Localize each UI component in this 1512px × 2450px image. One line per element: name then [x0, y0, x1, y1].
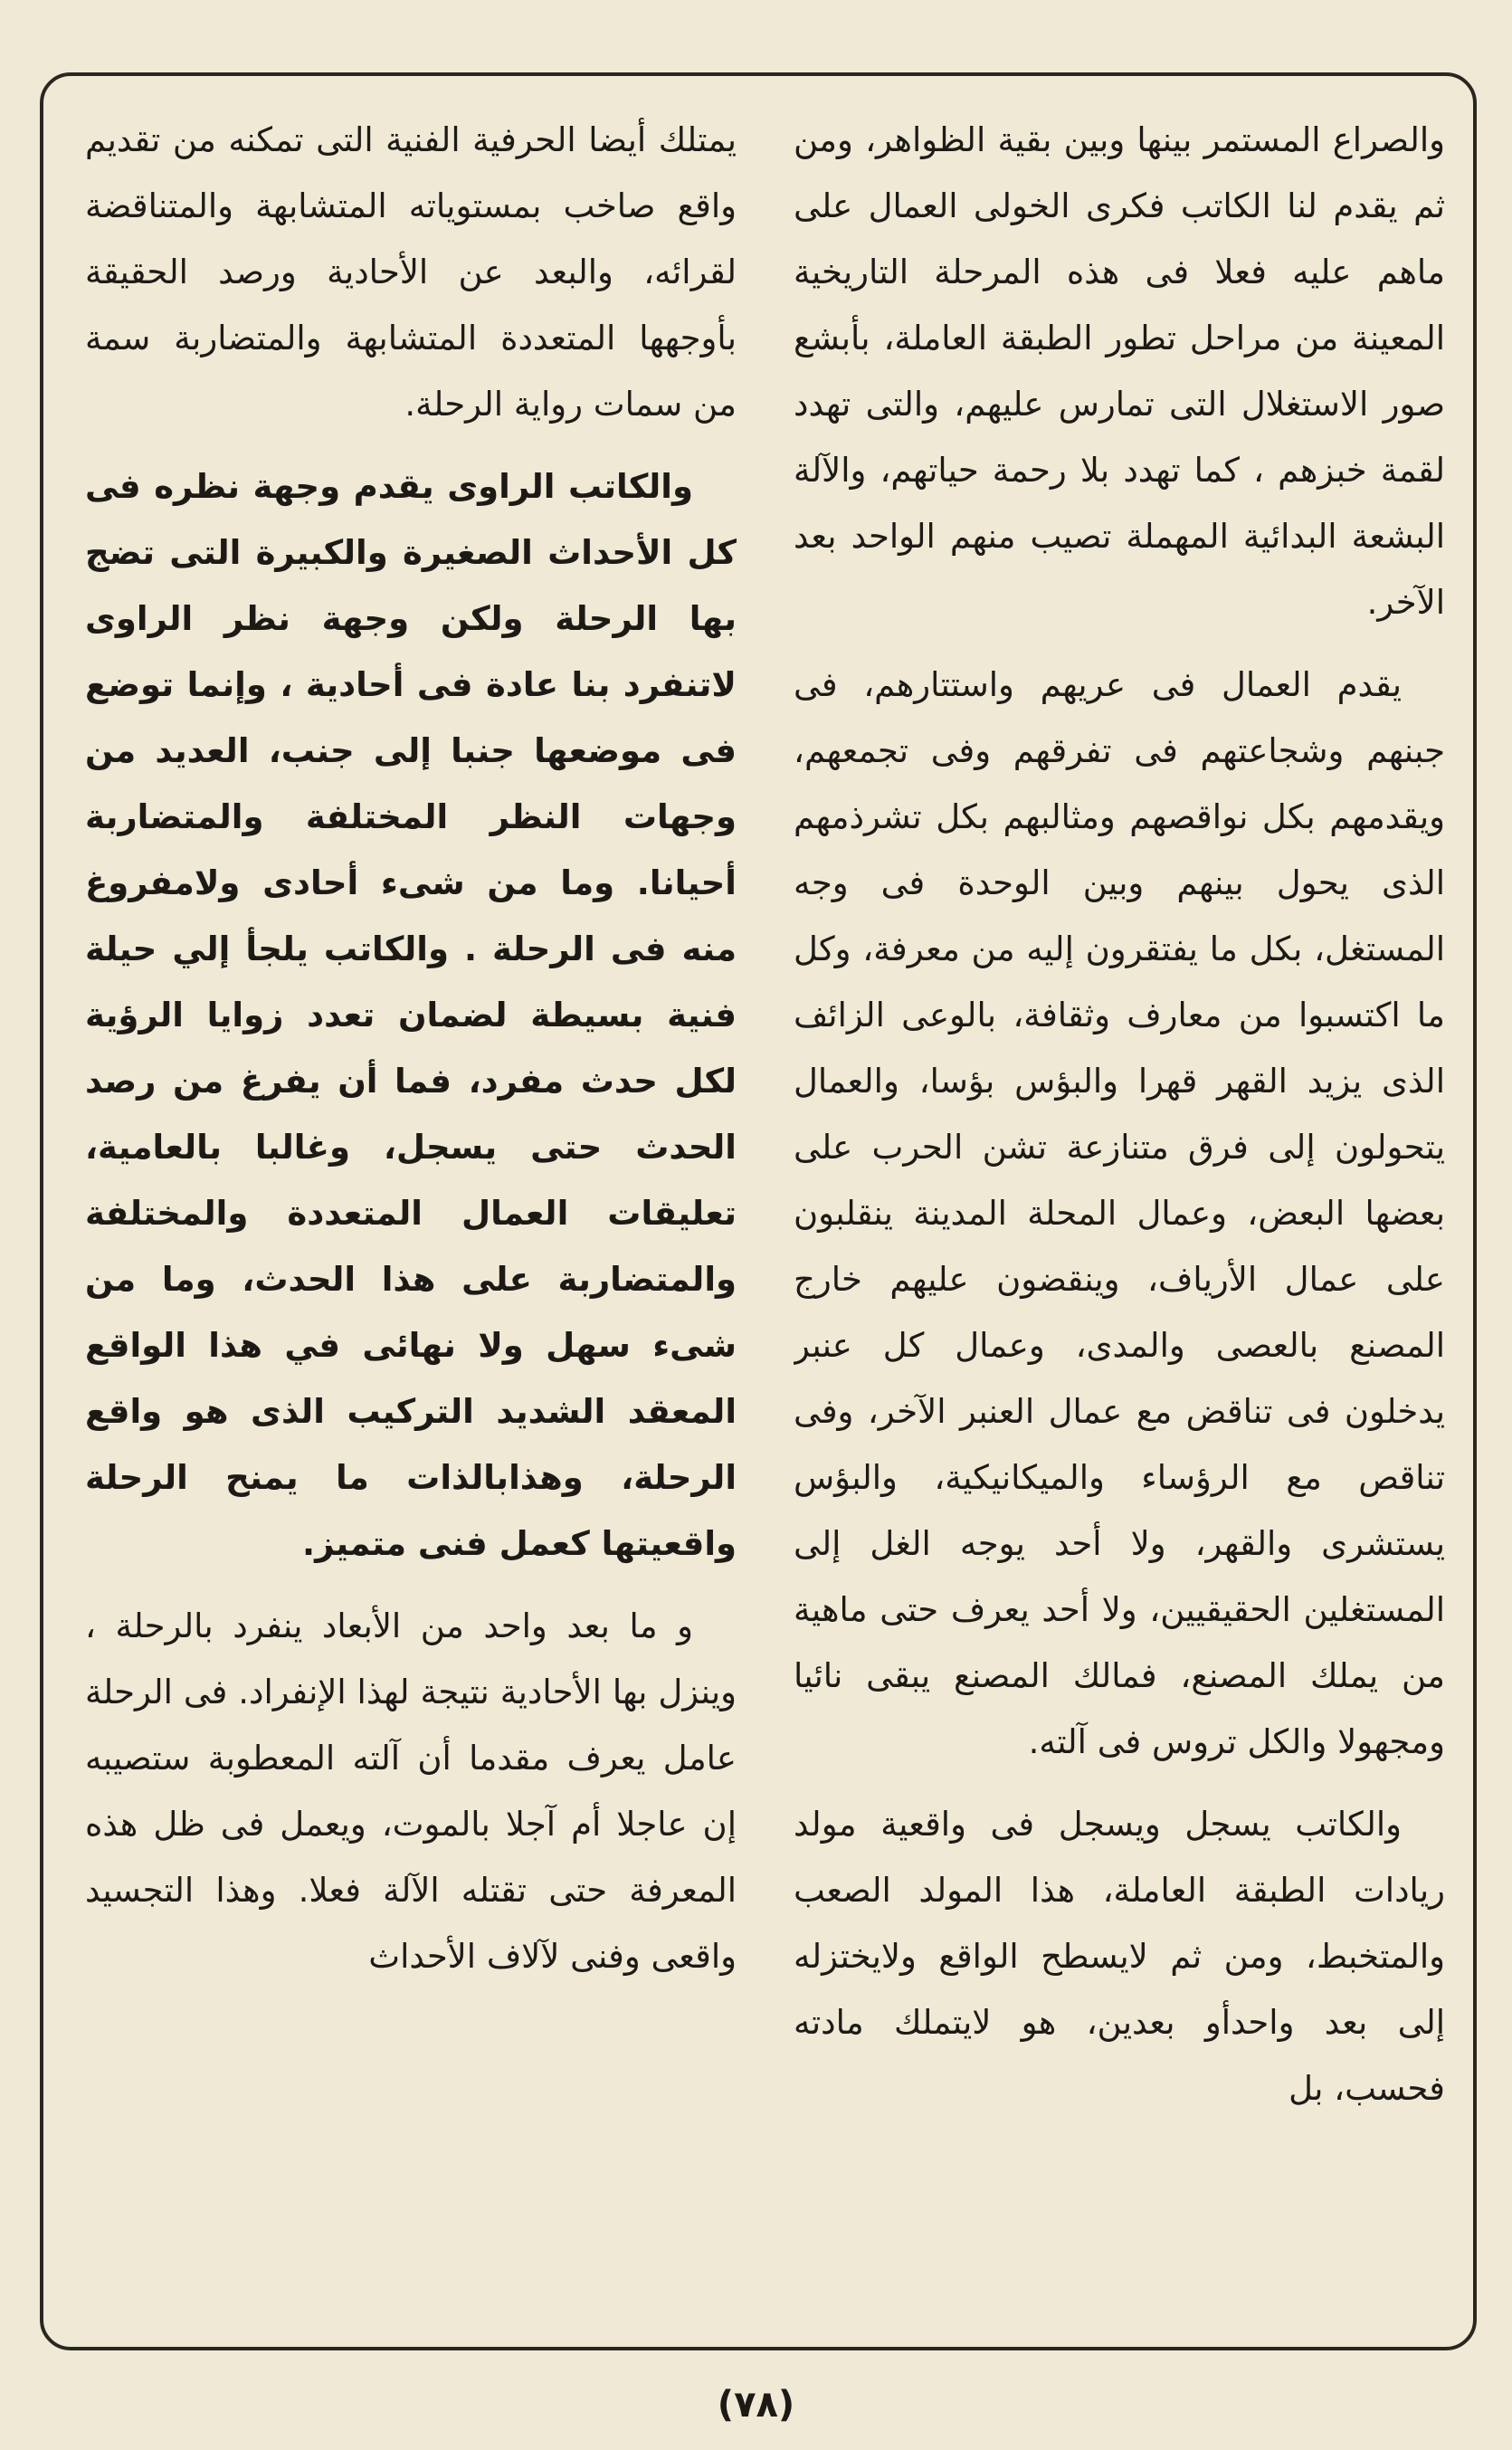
left-column [85, 107, 737, 2323]
paragraph: يمتلك أيضا الحرفية الفنية التى تمكنه من تقديم واقع صاخب بمستوياته المتشابهة والمتناقضة لقرائه، والبعد عن الأحادية ورصد الحقيقة بأوجهها المتعددة المتشابهة والمتضاربة سمة من سمات رواية الرحلة. [85, 120, 737, 424]
paragraph: يقدم العمال فى عريهم واستتارهم، فى جبنهم وشجاعتهم فى تفرقهم وفى تجمعهم، ويقدمهم بكل نواقصهم ومثالبهم بكل تشرذمهم الذى يحول بينهم وبين الوحدة فى وجه المستغل، بكل ما يفتقرون إليه من معرفة، وكل ما اكتسبوا من معارف وثقافة، بالوعى الزائف الذى يزيد القهر قهرا والبؤس بؤسا، والعمال يتحولون إلى فرق متنازعة تشن الحرب على بعضها البعض، وعمال المحلة المدينة ينقلبون على عمال الأرياف، وينقضون عليهم خارج المصنع بالعصى والمدى، وعمال كل عنبر يدخلون فى تناقض مع عمال العنبر الآخر، وفى تناقص مع الرؤساء والميكانيكية، والبؤس يستشرى والقهر، ولا أحد يوجه الغل إلى المستغلين الحقيقيين، ولا أحد يعرف حتى ماهية من يملك المصنع، فمالك المصنع يبقى نائيا ومجهولا والكل تروس فى آلته. [794, 665, 1445, 1761]
page-number: (٧٨) [717, 2384, 795, 2426]
right-column [794, 107, 1445, 2323]
paragraph: والصراع المستمر بينها وبين بقية الظواهر، ومن ثم يقدم لنا الكاتب فكرى الخولى العمال على ماهم عليه فعلا فى هذه المرحلة التاريخية المعينة من مراحل تطور الطبقة العاملة، بأبشع صور الاستغلال التى تمارس عليهم، والتى تهدد لقمة خبزهم ، كما تهدد بلا رحمة حياتهم، والآلة البشعة البدائية المهملة تصيب منهم الواحد بعد الآخر. [794, 120, 1445, 622]
paragraph: والكاتب الراوى يقدم وجهة نظره فى كل الأحداث الصغيرة والكبيرة التى تضج بها الرحلة ولكن وجهة نظر الراوى لاتنفرد بنا عادة فى أحادية ، وإنما توضع فى موضعها جنبا إلى جنب، العديد من وجهات النظر المختلفة والمتضاربة أحيانا. وما من شىء أحادى ولامفروغ منه فى الرحلة . والكاتب يلجأ إلي حيلة فنية بسيطة لضمان تعدد زوايا الرؤية لكل حدث مفرد، فما أن يفرغ من رصد الحدث حتى يسجل، وغالبا بالعامية، تعليقات العمال المتعددة والمختلفة والمتضاربة على هذا الحدث، وما من شىء سهل ولا نهائى في هذا الواقع المعقد الشديد التركيب الذى هو واقع الرحلة، وهذابالذات ما يمنح الرحلة واقعيتها كعمل فنى متميز. [85, 467, 737, 1563]
text-columns [85, 107, 1445, 2323]
paragraph: والكاتب يسجل ويسجل فى واقعية مولد ريادات الطبقة العاملة، هذا المولد الصعب والمتخبط، ومن ثم لايسطح الواقع ولايختزله إلى بعد واحدأو بعدين، هو لايتملك مادته فحسب، بل [794, 1805, 1445, 2108]
paragraph: و ما بعد واحد من الأبعاد ينفرد بالرحلة ، وينزل بها الأحادية نتيجة لهذا الإنفراد. فى الرحلة عامل يعرف مقدما أن آلته المعطوبة ستصيبه إن عاجلا أم آجلا بالموت، ويعمل فى ظل هذه المعرفة حتى تقتله الآلة فعلا. وهذا التجسيد واقعى وفنى لآلاف الأحداث [85, 1606, 737, 1976]
